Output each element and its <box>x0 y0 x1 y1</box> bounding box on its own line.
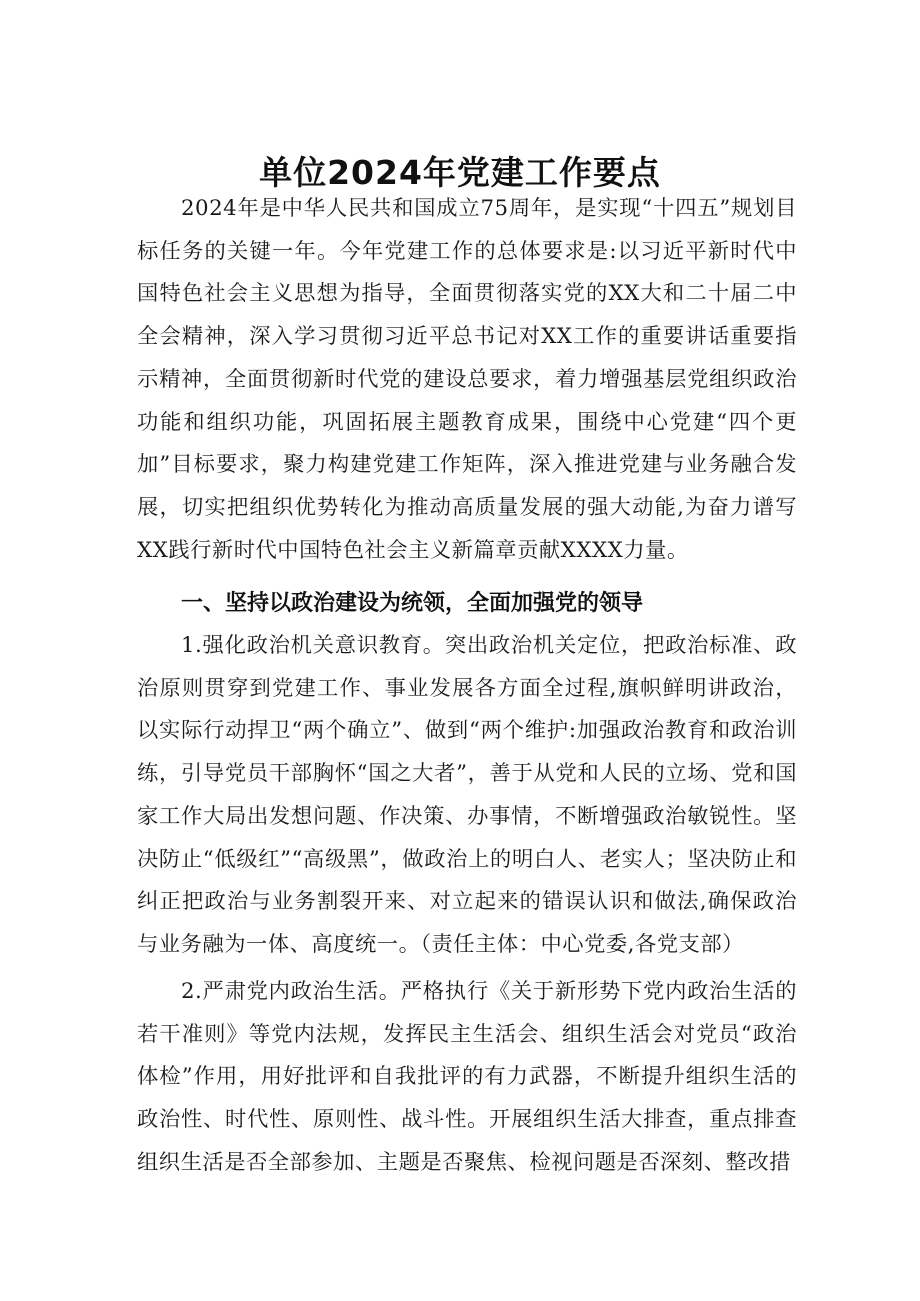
intro-paragraph: 2024年是中华人民共和国成立75周年，是实现“十四五”规划目标任务的关键一年。今年党建工作的总体要求是:以习近平新时代中国特色社会主义思想为指导，全面贯彻落实党的XX大和二十届二中全会精神，深入学习贯彻习近平总书记对XX工作的重要讲话重要指示精神，全面贯彻新时代党的建设总要求，着力增强基层党组织政治功能和组织功能，巩固拓展主题教育成果，围绕中心党建“四个更加”目标要求，聚力构建党建工作矩阵，深入推进党建与业务融合发展，切实把组织优势转化为推动高质量发展的强大动能,为奋力谱写XX践行新时代中国特色社会主义新篇章贡献XXXX力量。 <box>137 196 797 563</box>
item-paragraph-2: 2.严肃党内政治生活。严格执行《关于新形势下党内政治生活的若干准则》等党内法规，发挥民主生活会、组织生活会对党员“政治体检”作用，用好批评和自我批评的有力武器，不断提升组织生活的政治性、时代性、原则性、战斗性。开展组织生活大排查，重点排查组织生活是否全部参加、主题是否聚焦、检视问题是否深刻、整改措 <box>137 979 797 1175</box>
item-paragraph-1: 1.强化政治机关意识教育。突出政治机关定位，把政治标准、政治原则贯穿到党建工作、事业发展各方面全过程,旗帜鲜明讲政治，以实际行动捍卫“两个确立”、做到“两个维护:加强政治教育和政治训练，引导党员干部胸怀“国之大者”，善于从党和人民的立场、党和国家工作大局出发想问题、作决策、办事情，不断增强政治敏锐性。坚决防止“低级红”“高级黑”，做政治上的明白人、老实人；坚决防止和纠正把政治与业务割裂开来、对立起来的错误认识和做法,确保政治与业务融为一体、高度统一。（责任主体：中心党委,各党支部） <box>137 633 797 957</box>
document-title: 单位2024年党建工作要点 <box>259 153 661 193</box>
section-heading-1: 一、坚持以政治建设为统领，全面加强党的领导 <box>181 591 644 616</box>
